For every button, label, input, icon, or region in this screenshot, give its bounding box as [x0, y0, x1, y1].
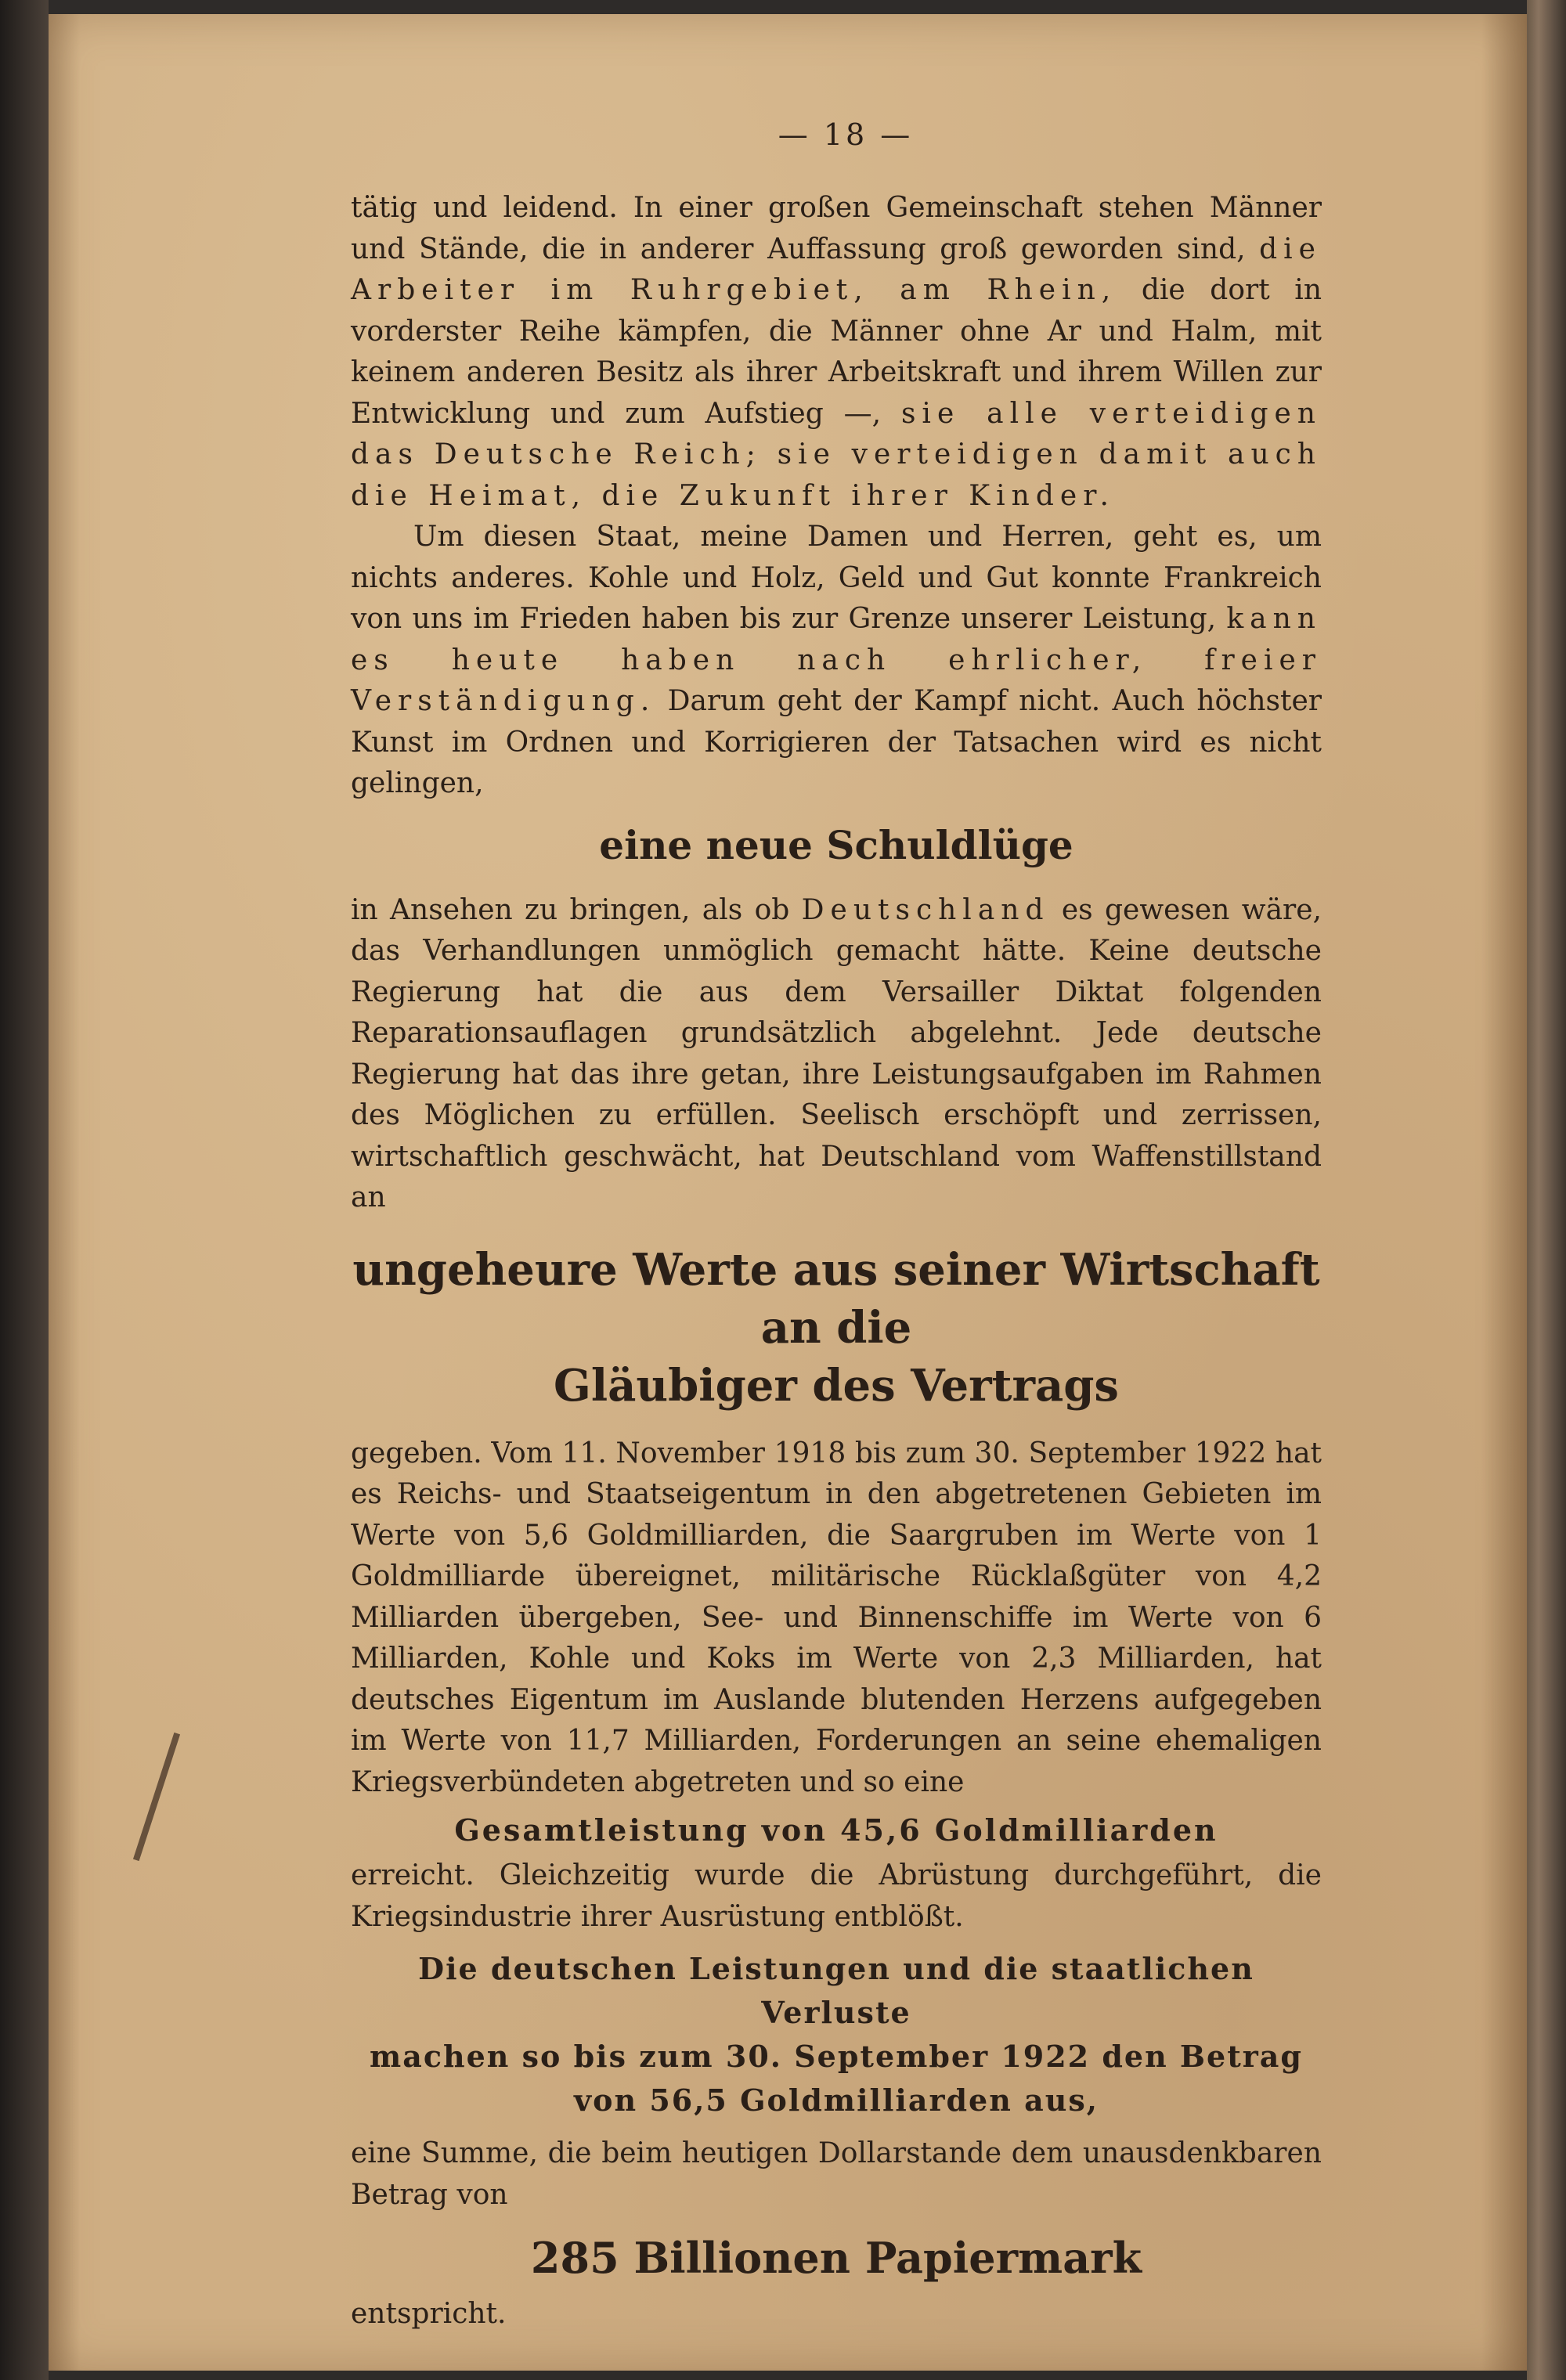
paragraph-1-spaced-a: die Arbeiter im Ruhrgebiet, am Rhein, — [351, 233, 1322, 306]
paragraph-1 — [351, 188, 1322, 517]
heading-werte — [351, 1241, 1322, 1415]
heading-leistungen — [351, 1947, 1322, 2122]
paragraph-3 — [351, 890, 1322, 1219]
paragraph-2-text-a: Um diesen Staat, meine Damen und Herren, geht es, um nichts anderes. Kohle und Holz, Geld und Gut konnte Frankreich von uns im Frieden haben bis zur Grenze unserer Leistung, — [351, 521, 1322, 635]
heading-leistungen-line-3: von 56,5 Goldmilliarden aus, — [574, 2082, 1099, 2118]
paragraph-2-text-b: Darum geht der Kampf nicht. Auch höchster Kunst im Ordnen und Korrigieren der Tatsachen wird es nicht gelingen, — [351, 685, 1322, 799]
heading-gesamtleistung: Gesamtleistung von 45,6 Goldmilliarden — [454, 1812, 1218, 1848]
paragraph-1-text-a: tätig und leidend. In einer großen Gemeinschaft stehen Männer und Stände, die in anderer Auffassung groß geworden sind, — [351, 192, 1322, 265]
book-spine — [0, 0, 49, 2380]
paragraph-2 — [351, 517, 1322, 805]
heading-werte-line-1: ungeheure Werte aus seiner Wirtschaft an die — [352, 1243, 1320, 1354]
heading-leistungen-line-1: Die deutschen Leistungen und die staatlichen Verluste — [418, 1951, 1254, 2030]
paragraph-7: entspricht. — [351, 2298, 507, 2330]
paragraph-1-text-b: die dort in vorderster Reihe kämpfen, die Männer ohne Ar und Halm, mit keinem anderen Besitz als ihrer Arbeitskraft und ihrem Willen zur Entwicklung und zum Aufstieg —, — [351, 274, 1322, 430]
paragraph-2-spaced: kann es heute haben nach ehrlicher, freier Verständigung. — [351, 603, 1322, 717]
heading-papiermark: 285 Billionen Papiermark — [530, 2233, 1142, 2283]
paragraph-3-text-b: es gewesen wäre, das Verhandlungen unmöglich gemacht hätte. Keine deutsche Regierung hat die aus dem Versailler Diktat folgenden Reparationsauflagen grundsätzlich abgelehnt. Jede deutsche Regierung hat das ihre getan, ihre Leistungsaufgaben im Rahmen des Möglichen zu erfüllen. Seelisch erschöpft und zerrissen, wirtschaftlich geschwächt, hat Deutschland vom Waffenstillstand an — [351, 893, 1322, 1213]
paragraph-3-text-a: in Ansehen zu bringen, als ob — [351, 893, 802, 926]
paragraph-5: erreicht. Gleichzeitig wurde die Abrüstung durchgeführt, die Kriegsindustrie ihrer Ausrüstung entblößt. — [351, 1859, 1322, 1933]
paragraph-3-spaced: Deutschland — [801, 893, 1050, 926]
heading-leistungen-line-2: machen so bis zum 30. September 1922 den Betrag — [370, 2039, 1303, 2074]
document-body — [351, 188, 1322, 2335]
heading-werte-line-2: Gläubiger des Vertrags — [554, 1359, 1119, 1412]
paragraph-4: gegeben. Vom 11. November 1918 bis zum 30. September 1922 hat es Reichs- und Staatseigentum in den abgetretenen Gebieten im Werte von 5,6 Goldmilliarden, die Saargruben im Werte von 1 Goldmilliarde übereignet, militärische Rücklaßgüter von 4,2 Milliarden übergeben, See- und Binnenschiffe im Werte von 6 Milliarden, Kohle und Koks im Werte von 2,3 Milliarden, hat deutsches Eigentum im Auslande blutenden Herzens aufgegeben im Werte von 11,7 Milliarden, Forderungen an seine ehemaligen Kriegsverbündeten abgetreten und so eine — [351, 1437, 1322, 1798]
paragraph-1-spaced-b: sie alle verteidigen das Deutsche Reich; sie verteidigen damit auch die Heimat, die Zukunft ihrer Kinder. — [351, 397, 1322, 512]
page-edge — [1527, 0, 1566, 2380]
page-number: — 18 — — [778, 117, 914, 152]
paragraph-6: eine Summe, die beim heutigen Dollarstande dem unausdenkbaren Betrag von — [351, 2137, 1322, 2211]
heading-schuldluege: eine neue Schuldlüge — [599, 821, 1073, 868]
